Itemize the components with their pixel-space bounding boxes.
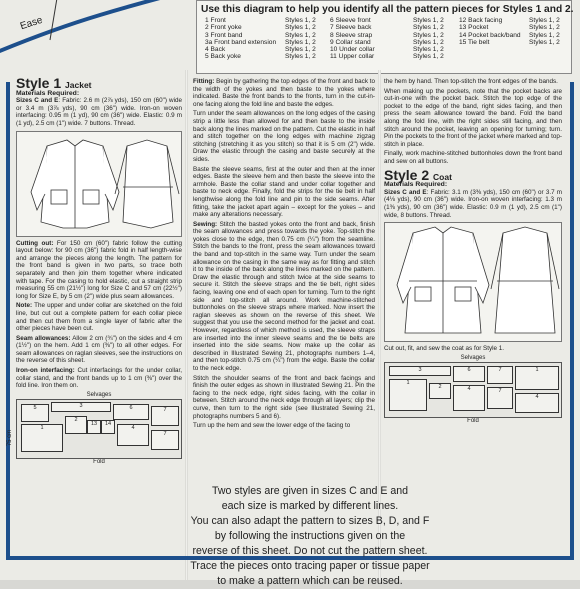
style2-materials-heading: Materials Required: [384, 181, 448, 189]
pattern-piece-name: 9 Collar stand [330, 38, 371, 46]
pattern-piece-name: 3 Front band [205, 31, 243, 39]
pattern-piece-name: 8 Sleeve strap [330, 31, 373, 39]
footer-line: Two styles are given in sizes C and E and [211, 485, 409, 497]
style2-coat-illustration [384, 222, 562, 342]
footer-line: each size is marked by different lines. [221, 500, 399, 512]
left-border-line [6, 82, 10, 557]
ease-curve-line [0, 0, 210, 70]
style1-heading: Style 1 Jacket [16, 75, 92, 91]
style1-note: Note: The upper and under collar are sketched on the fold line, but cut out a complete pattern for each collar piece and then cut them from a single layer of fabric after the other pieces have been cut. [16, 302, 183, 333]
style1-jacket-illustration [16, 131, 182, 237]
pattern-piece-styles: Styles 1, 2 [285, 38, 316, 46]
fitting-sewing-column [193, 78, 375, 432]
pattern-piece-styles: Styles 1, 2 [529, 38, 560, 46]
style1-interfacing: Iron-on interfacing: Cut interfacings for the under collar, collar stand, and the front bands up to 1 cm (⅜") over the fold line. Iron them on. [16, 367, 183, 390]
hem-paragraph: Turn up the hem and sew the lower edge of the facing to [193, 422, 351, 430]
casing-paragraph: Turn under the seam allowances on the long edges of the casing strip a little less than allowed for and then baste to the inside back along the lines marked on the pattern. Cut the elastic in half and stitch together on the long edges with machine zigzag stitching (stretching it as you stitch) so that it is 5 cm (2") wide. Draw the elastic through the casing and baste securely at the sides. [193, 110, 375, 163]
style1-selvages-label: Selvages [86, 391, 112, 398]
pattern-piece-styles: Styles 1, 2 [413, 17, 444, 24]
pattern-piece-styles: Styles 1, 2 [529, 31, 560, 39]
pattern-piece-styles: Styles 1, 2 [285, 24, 316, 32]
style1-cutting-layout: 5 3 6 7 1 2 13 14 4 7 [16, 399, 182, 459]
fitting-paragraph: Fitting: Begin by gathering the top edges of the front and back to the width of the yokes and then baste to the yokes where indicated. Baste the front bands to the fronts, turn in the cut-in-one facing along the fold line and baste the edges. [193, 78, 375, 108]
pattern-piece-styles: Styles 1, 2 [413, 46, 444, 54]
pattern-piece-name: 1 Front [205, 17, 226, 24]
style1-dimension-label: 75 cm [7, 429, 14, 447]
style2-selvages-label: Selvages [460, 354, 486, 361]
pattern-piece-name: 3a Front band extension [205, 38, 277, 46]
pattern-piece-styles [529, 46, 575, 53]
facing-paragraph: Stitch the shoulder seams of the front and back facings and finish the outer edges as shown in Illustrated Sewing 21. Pin the facing to the neck edge, right sides facing, with the collar in between. Stitch around the neck edge through all layers; clip the curve, then turn to the right side (see Illustrated Sewing 21, photographs numbers 5 and 6). [193, 374, 375, 420]
pattern-piece-name: 4 Back [205, 46, 226, 54]
buttonholes-paragraph: Finally, work machine-stitched buttonholes down the front band and sew on all buttons. [384, 150, 562, 165]
pattern-piece-name: 7 Sleeve back [330, 24, 372, 32]
pattern-piece-styles: Styles 1, 2 [413, 38, 444, 46]
pattern-key-box [196, 0, 572, 74]
pattern-key-grid [205, 17, 575, 61]
pattern-piece-styles: Styles 1, 2 [413, 24, 444, 32]
footer-line: by following the instructions given on the [214, 530, 406, 542]
sleeve-fitting-paragraph: Baste the sleeve seams, first at the outer and then at the inner edges. Baste the sleeve hem and then baste the sleeve into the armhole. Baste the collar stand and under collar together and baste to neck edge. Finally, fold the strips for the tie belt in half lengthwise along the fold line and pin to the side seams. After fitting, take the jacket apart again – except for the yokes – and make any alterations necessary. [193, 165, 375, 219]
pattern-piece-styles: Styles 1, 2 [413, 31, 444, 39]
pattern-piece-name [459, 53, 529, 60]
ease-label: Ease [18, 14, 44, 33]
pattern-piece-styles: Styles 1, 2 [285, 17, 316, 24]
pattern-piece-name: 12 Back facing [459, 17, 503, 24]
pattern-piece-styles: Styles 1, 2 [529, 24, 560, 32]
style1-materials-heading: Materials Required: [16, 89, 80, 97]
style1-fold-label: Fold [93, 459, 105, 466]
pattern-piece-name: 5 Back yoke [205, 53, 241, 61]
style1-column [16, 75, 183, 467]
footer-instructions [40, 484, 580, 589]
pattern-piece-name: 14 Pocket back/band [459, 31, 521, 39]
pockets-paragraph: When making up the pockets, note that the pocket backs are cut-in-one with the pocket back. Stitch the top edge of the pocket to the edge of the band, right sides facing, and then press the seam allowance toward the band. Fold the band along the fold line, with the right sides still facing, and then stitch around the pocket, leaving an opening for turning; turn. Pin the pockets to the front of the jacket where marked and top-stitch in place. [384, 87, 562, 148]
pattern-piece-styles: Styles 1, 2 [285, 53, 316, 61]
pattern-key-title: Use this diagram to help you identify all the pattern pieces for Styles 1 and 2. [201, 4, 574, 15]
style2-column [384, 78, 562, 426]
footer-line: You can also adapt the pattern to sizes B, D, and F [190, 515, 430, 527]
pattern-piece-name: 10 Under collar [330, 46, 375, 54]
style2-heading: Style 2 Coat [384, 166, 452, 183]
pattern-piece-styles: Styles 1, 2 [529, 17, 560, 24]
footer-line: to make a pattern which can be reused. [217, 575, 403, 587]
style1-seam-allowances: Seam allowances: Allow 2 cm (¾") on the sides and 4 cm (1½") on the hem. Add 1 cm (⅜") to all other edges. For seam allowances on raglan sleeves, see the instructions on the reverse of this sheet. [16, 334, 183, 365]
style2-fold-label: Fold [467, 418, 479, 425]
footer-line: Trace the pieces onto tracing paper or tissue paper [190, 560, 430, 572]
pattern-piece-styles [529, 53, 575, 60]
pattern-piece-name: 2 Front yoke [205, 24, 242, 32]
style2-caption: Cut out, fit, and sew the coat as for Style 1. [384, 345, 505, 353]
style2-cutting-layout: 3 6 7 1 1 2 4 7 4 [384, 362, 562, 418]
pattern-piece-name: 11 Upper collar [330, 53, 375, 61]
pattern-piece-name [459, 46, 529, 53]
hem-continued-paragraph: the hem by hand. Then top-stitch the front edges of the bands. [384, 78, 558, 85]
pattern-piece-styles: Styles 1, 2 [285, 31, 316, 39]
style1-materials: Sizes C and E: Fabric: 2.6 m (2⅞ yds), 150 cm (60") wide or 3.4 m (3⅞ yds), 90 cm (36") wide. Iron-on woven interfacing: 0.95 m (1 yd), 90 cm (36") wide. Elastic: 0.9 m (1 yd), 2.5 cm (1") wide. 7 buttons. Thread. [16, 97, 182, 127]
footer-line: reverse of this sheet. Do not cut the pattern sheet. [192, 545, 428, 557]
pattern-piece-styles: Styles 1, 2 [285, 46, 316, 54]
pattern-piece-name: 15 Tie belt [459, 38, 490, 46]
sewing-paragraph: Sewing: Stitch the basted yokes onto the front and back, finish the seam allowances and press towards the yoke. Top-stitch the yokes close to the edge, then 0.75 cm (¼") from the seamline. Stitch the bands to the front, press the seam allowances toward the band and top-stitch in the same way. Turn under the seam allowance on the casing in the same way as for fitting and stitch it to the inside of the back along the lines marked on the pattern. Draw the elastic through and stitch twice at the side seams to secure it. Stitch the sleeve straps and the tie belt, right sides facing, leaving one end of each open for turning. Turn to the right side and top-stitch all around. Work machine-stitched buttonholes on the sleeve straps where marked. Now insert the raglan sleeves as shown on the reverse of this sheet. We suggest that you use the second method for the jacket and coat. However, regardless of which method is used, the sleeve straps are inserted into the inner sleeve seams and the tie belts are inserted into the side seams. Now make up the collar as described in Illustrated Sewing 21, photographs numbers 1–4, and then top-stitch 0.75 cm (¼") from the edge. Baste the collar to the neck edge. [193, 220, 376, 372]
pattern-piece-name: 13 Pocket [459, 24, 489, 32]
style1-cutting-out: Cutting out: For 150 cm (60") fabric follow the cutting layout below: for 90 cm (36") fabric fold in half length-wise and arrange the pieces along the length. The pattern for the front band is given in two parts, so trace both separately and then join them together where indicated with tape. For the casing to hold elastic, cut a straight strip measuring 55 cm (21½") long for Size C and 57 cm (22½") long for Size E, by 5 cm (2") wide plus seam allowances. [16, 239, 182, 300]
pattern-piece-styles: Styles 1, 2 [413, 53, 444, 61]
style2-materials: Sizes C and E: Fabric: 3.1 m (3⅜ yds), 150 cm (60") or 3.7 m (4⅛ yds), 90 cm (36") wide. Iron-on woven interfacing: 1.3 m (1⅜ yds), 90 cm (36") wide. Elastic: 0.9 m (1 yd), 2.5 cm (1") wide, 8 buttons. Thread. [384, 188, 562, 219]
pattern-piece-name: 6 Sleeve front [330, 17, 371, 24]
